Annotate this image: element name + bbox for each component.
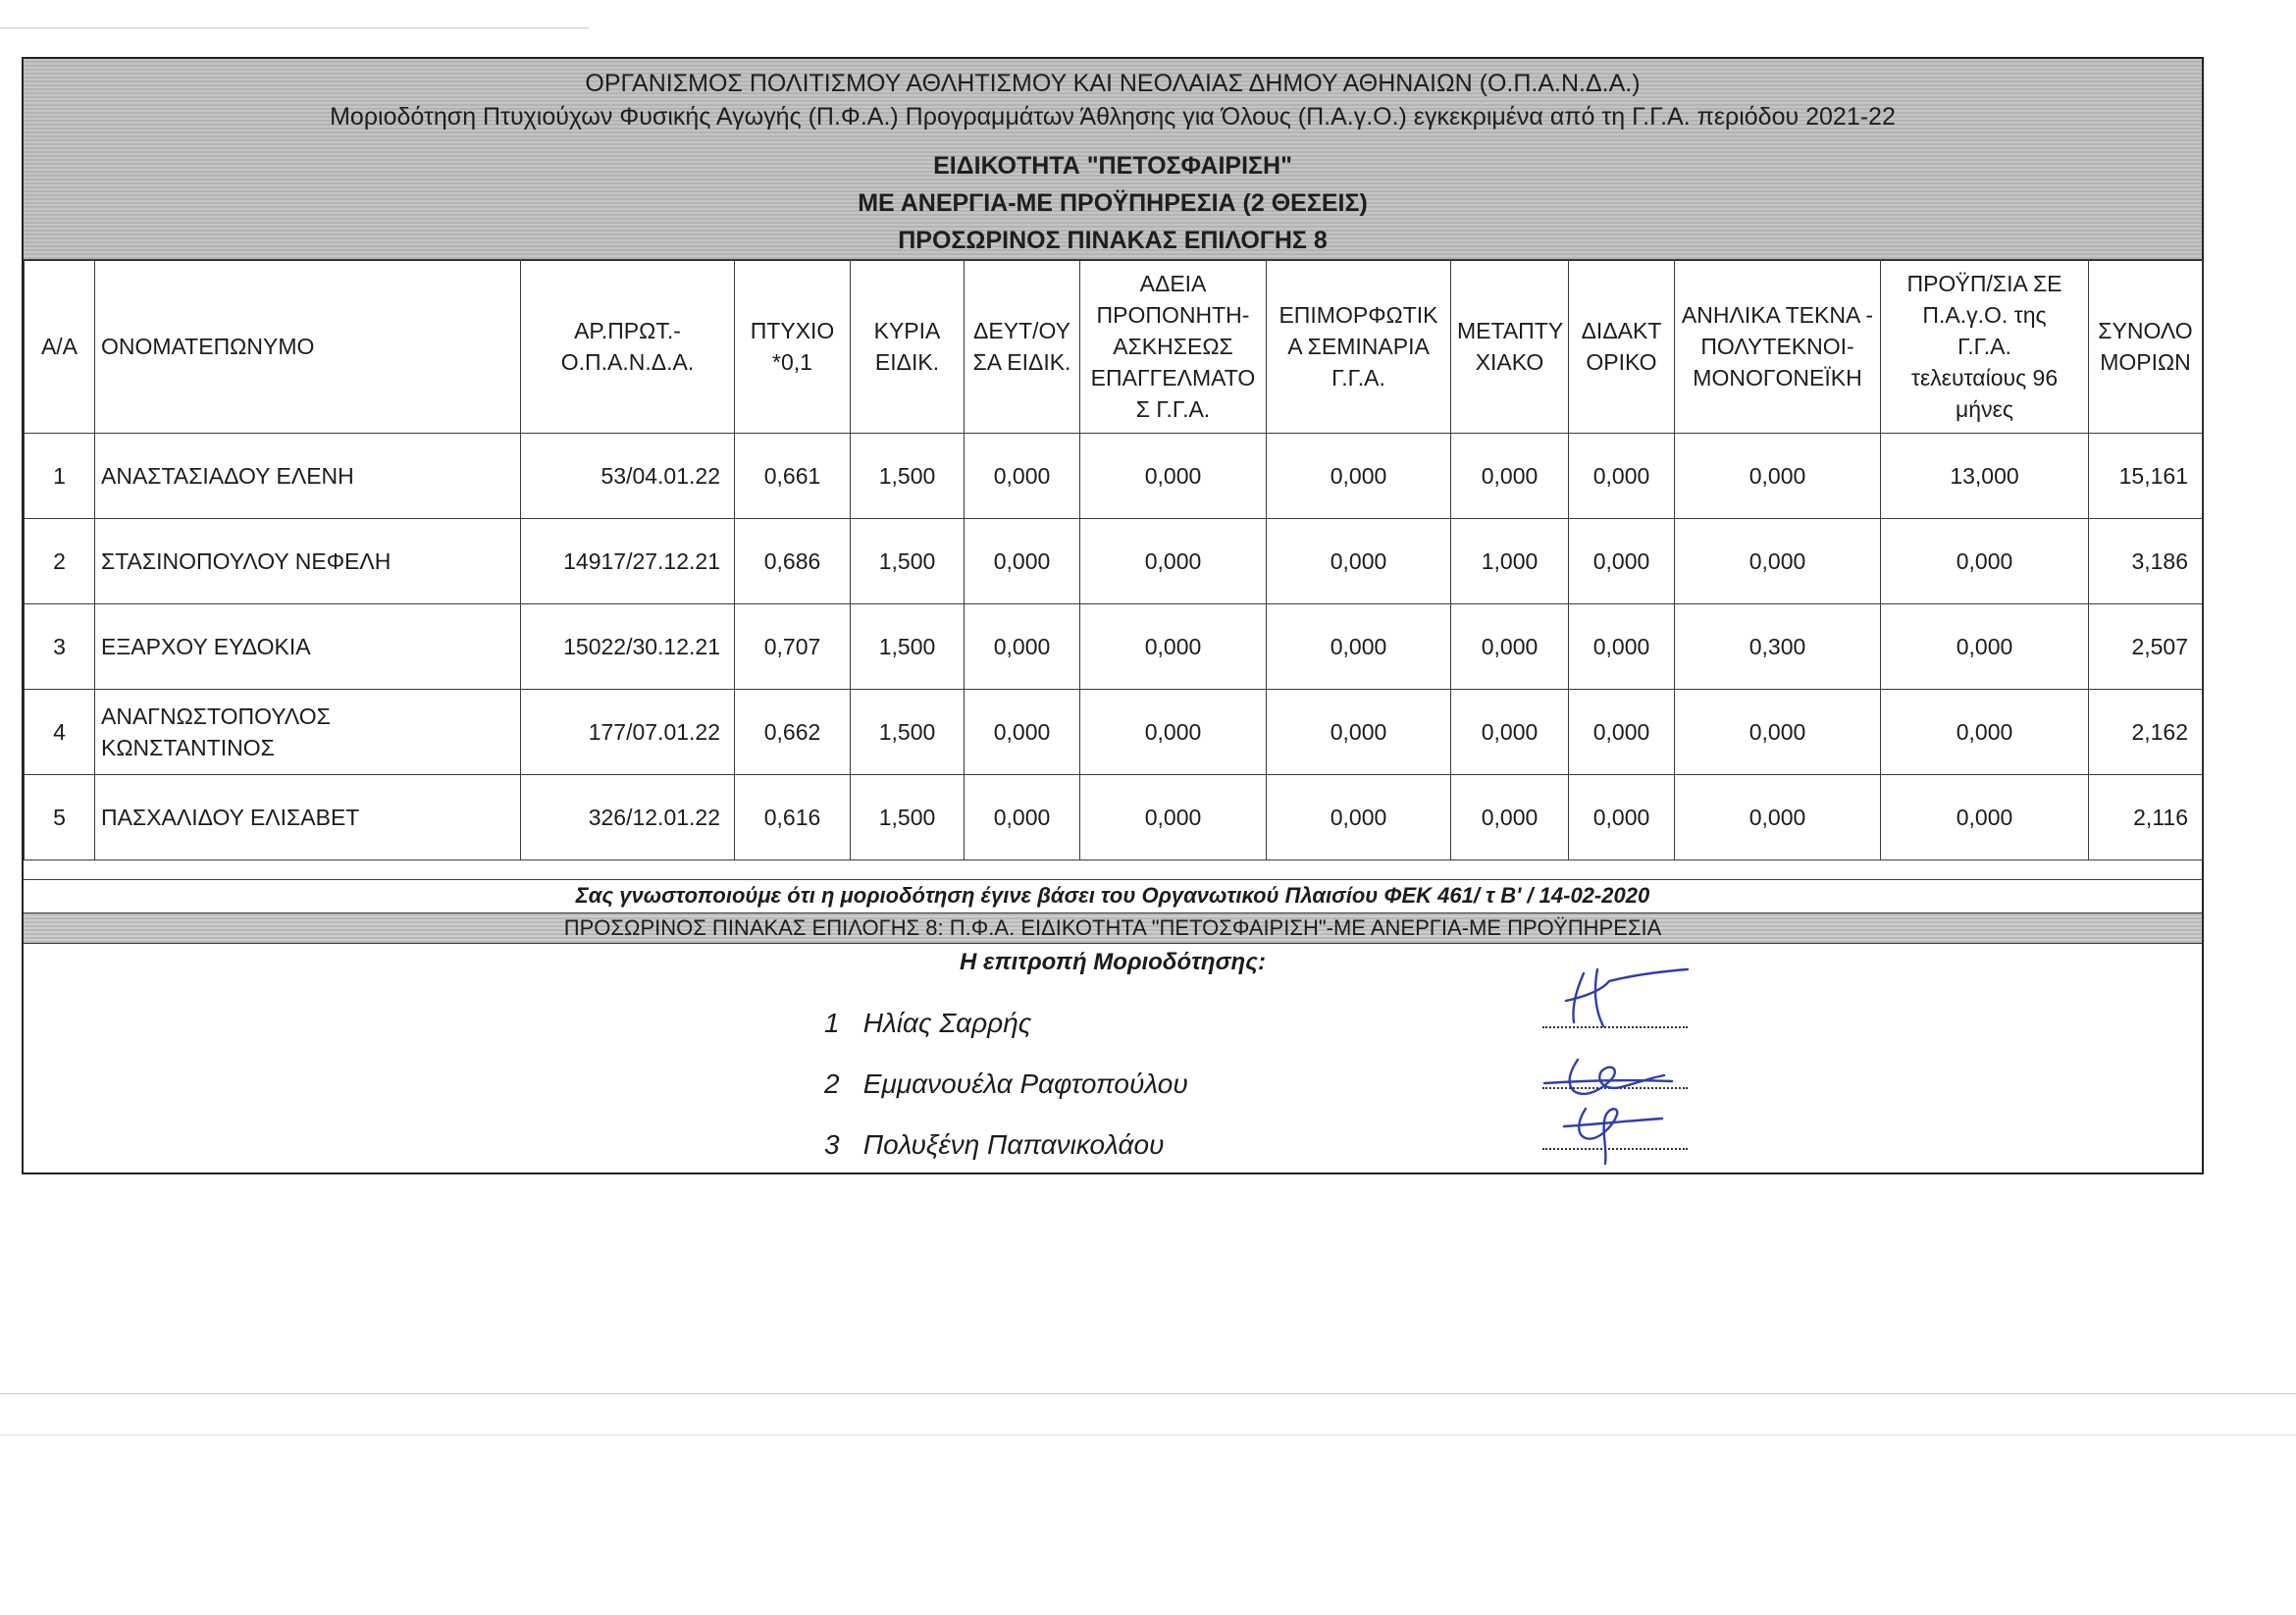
- index-cell: 2: [25, 519, 95, 604]
- value-cell: 0,000: [1675, 690, 1881, 775]
- value-cell: 0,000: [1080, 434, 1267, 519]
- value-cell: 0,000: [1675, 775, 1881, 860]
- value-cell: 0,000: [1451, 690, 1569, 775]
- value-cell: 13,000: [1881, 434, 2089, 519]
- value-cell: 0,616: [735, 775, 851, 860]
- value-cell: 0,000: [1881, 775, 2089, 860]
- legal-basis-note: Σας γνωστοποιούμε ότι η μοριοδότηση έγινε βάσει του Οργανωτικού Πλαισίου ΦΕΚ 461/ τ Β' / 14-02-2020: [24, 879, 2202, 912]
- value-cell: 0,000: [1267, 775, 1451, 860]
- column-header: ΠΤΥΧΙΟ *0,1: [735, 260, 851, 434]
- index-cell: 4: [25, 690, 95, 775]
- value-cell: 0,000: [1881, 604, 2089, 690]
- value-cell: 14917/27.12.21: [521, 519, 735, 604]
- document-header: [24, 59, 2202, 261]
- value-cell: 0,000: [1267, 690, 1451, 775]
- value-cell: 0,000: [1569, 775, 1675, 860]
- member-name: Εμμανουέλα Ραφτοπούλου: [862, 1068, 1188, 1099]
- value-cell: 2,162: [2089, 690, 2203, 775]
- value-cell: 2,507: [2089, 604, 2203, 690]
- member-number: 3: [824, 1129, 840, 1160]
- table-row: [25, 690, 2203, 775]
- name-cell: ΠΑΣΧΑΛΙΔΟΥ ΕΛΙΣΑΒΕΤ: [95, 775, 521, 860]
- value-cell: 0,300: [1675, 604, 1881, 690]
- value-cell: 326/12.01.22: [521, 775, 735, 860]
- committee-title: Η επιτροπή Μοριοδότησης:: [960, 949, 1266, 975]
- committee-member: [824, 1007, 1031, 1040]
- value-cell: 0,000: [965, 690, 1080, 775]
- value-cell: 1,000: [1451, 519, 1569, 604]
- value-cell: 0,000: [1675, 519, 1881, 604]
- value-cell: 0,000: [1080, 690, 1267, 775]
- column-header: ΟΝΟΜΑΤΕΠΩΝΥΜΟ: [95, 260, 521, 434]
- member-number: 1: [824, 1008, 840, 1038]
- value-cell: 1,500: [851, 775, 965, 860]
- column-header: ΔΕΥΤ/ΟΥ ΣΑ ΕΙΔΙΚ.: [965, 260, 1080, 434]
- column-header: ΚΥΡΙΑ ΕΙΔΙΚ.: [851, 260, 965, 434]
- value-cell: 1,500: [851, 690, 965, 775]
- name-cell: ΑΝΑΓΝΩΣΤΟΠΟΥΛΟΣ ΚΩΝΣΤΑΝΤΙΝΟΣ: [95, 690, 521, 775]
- footer-title: ΠΡΟΣΩΡΙΝΟΣ ΠΙΝΑΚΑΣ ΕΠΙΛΟΓΗΣ 8: Π.Φ.Α. ΕΙΔΙΚΟΤΗΤΑ "ΠΕΤΟΣΦΑΙΡΙΣΗ"-ΜΕ ΑΝΕΡΓΙΑ-ΜΕ ΠΡΟΫΠΗΡΕΣΙΑ: [24, 912, 2202, 944]
- value-cell: 0,000: [1080, 604, 1267, 690]
- value-cell: 2,116: [2089, 775, 2203, 860]
- value-cell: 15,161: [2089, 434, 2203, 519]
- value-cell: 0,000: [1267, 519, 1451, 604]
- table-header-row: [25, 260, 2203, 434]
- specialty-title: ΕΙΔΙΚΟΤΗΤΑ "ΠΕΤΟΣΦΑΙΡΙΣΗ": [933, 152, 1292, 180]
- value-cell: 0,000: [965, 604, 1080, 690]
- table-row: [25, 604, 2203, 690]
- committee-member: [824, 1068, 1188, 1101]
- value-cell: 0,000: [1569, 690, 1675, 775]
- value-cell: 3,186: [2089, 519, 2203, 604]
- column-header: ΠΡΟΫΠ/ΣΙΑ ΣΕ Π.Α.γ.Ο. της Γ.Γ.Α. τελευταίους 96 μήνες: [1881, 260, 2089, 434]
- table-row: [25, 775, 2203, 860]
- value-cell: 0,000: [965, 434, 1080, 519]
- column-header: ΕΠΙΜΟΡΦΩΤΙΚ Α ΣΕΜΙΝΑΡΙΑ Γ.Γ.Α.: [1267, 260, 1451, 434]
- name-cell: ΣΤΑΣΙΝΟΠΟΥΛΟΥ ΝΕΦΕΛΗ: [95, 519, 521, 604]
- handwritten-signatures: [1515, 962, 1711, 1168]
- value-cell: 0,000: [1451, 434, 1569, 519]
- value-cell: 0,000: [1569, 519, 1675, 604]
- index-cell: 3: [25, 604, 95, 690]
- name-cell: ΕΞΑΡΧΟΥ ΕΥΔΟΚΙΑ: [95, 604, 521, 690]
- value-cell: 0,686: [735, 519, 851, 604]
- value-cell: 0,000: [1569, 434, 1675, 519]
- member-name: Ηλίας Σαρρής: [862, 1008, 1032, 1038]
- value-cell: 0,707: [735, 604, 851, 690]
- table-row: [25, 434, 2203, 519]
- value-cell: 0,000: [1267, 434, 1451, 519]
- member-name: Πολυξένη Παπανικολάου: [862, 1129, 1165, 1160]
- value-cell: 0,000: [1451, 604, 1569, 690]
- column-header: Α/Α: [25, 260, 95, 434]
- value-cell: 1,500: [851, 604, 965, 690]
- value-cell: 0,000: [1569, 604, 1675, 690]
- document-subtitle: Μοριοδότηση Πτυχιούχων Φυσικής Αγωγής (Π.Φ.Α.) Προγραμμάτων Άθλησης για Όλους (Π.Α.γ.Ο.) εγκεκριμένα από τη Γ.Γ.Α. περιόδου 2021-22: [330, 103, 1896, 130]
- value-cell: 0,000: [1080, 775, 1267, 860]
- name-cell: ΑΝΑΣΤΑΣΙΑΔΟΥ ΕΛΕΝΗ: [95, 434, 521, 519]
- value-cell: 1,500: [851, 519, 965, 604]
- table-title: ΠΡΟΣΩΡΙΝΟΣ ΠΙΝΑΚΑΣ ΕΠΙΛΟΓΗΣ 8: [898, 227, 1328, 254]
- value-cell: 1,500: [851, 434, 965, 519]
- column-header: ΑΝΗΛΙΚΑ ΤΕΚΝΑ - ΠΟΛΥΤΕΚΝΟΙ- ΜΟΝΟΓΟΝΕΪΚΗ: [1675, 260, 1881, 434]
- value-cell: 0,662: [735, 690, 851, 775]
- value-cell: 177/07.01.22: [521, 690, 735, 775]
- value-cell: 0,000: [965, 519, 1080, 604]
- value-cell: 0,000: [1675, 434, 1881, 519]
- column-header: ΔΙΔΑΚΤ ΟΡΙΚΟ: [1569, 260, 1675, 434]
- member-number: 2: [824, 1068, 840, 1099]
- column-header: ΑΡ.ΠΡΩΤ.- Ο.Π.Α.Ν.Δ.Α.: [521, 260, 735, 434]
- index-cell: 1: [25, 434, 95, 519]
- value-cell: 0,000: [1881, 519, 2089, 604]
- value-cell: 0,000: [1451, 775, 1569, 860]
- document-sheet: [22, 57, 2204, 1174]
- value-cell: 0,000: [965, 775, 1080, 860]
- committee-member: [824, 1128, 1164, 1162]
- category-title: ΜΕ ΑΝΕΡΓΙΑ-ΜΕ ΠΡΟΫΠΗΡΕΣΙΑ (2 ΘΕΣΕΙΣ): [858, 189, 1368, 217]
- organization-title: ΟΡΓΑΝΙΣΜΟΣ ΠΟΛΙΤΙΣΜΟΥ ΑΘΛΗΤΙΣΜΟΥ ΚΑΙ ΝΕΟΛΑΙΑΣ ΔΗΜΟΥ ΑΘΗΝΑΙΩΝ (Ο.Π.Α.Ν.Δ.Α.): [585, 70, 1641, 97]
- column-header: ΣΥΝΟΛΟ ΜΟΡΙΩΝ: [2089, 260, 2203, 434]
- value-cell: 0,661: [735, 434, 851, 519]
- index-cell: 5: [25, 775, 95, 860]
- column-header: ΑΔΕΙΑ ΠΡΟΠΟΝΗΤΗ- ΑΣΚΗΣΕΩΣ ΕΠΑΓΓΕΛΜΑΤΟ Σ Γ.Γ.Α.: [1080, 260, 1267, 434]
- value-cell: 0,000: [1267, 604, 1451, 690]
- value-cell: 0,000: [1881, 690, 2089, 775]
- scores-table: [24, 259, 2203, 860]
- value-cell: 0,000: [1080, 519, 1267, 604]
- column-header: ΜΕΤΑΠΤΥ ΧΙΑΚΟ: [1451, 260, 1569, 434]
- value-cell: 53/04.01.22: [521, 434, 735, 519]
- value-cell: 15022/30.12.21: [521, 604, 735, 690]
- table-row: [25, 519, 2203, 604]
